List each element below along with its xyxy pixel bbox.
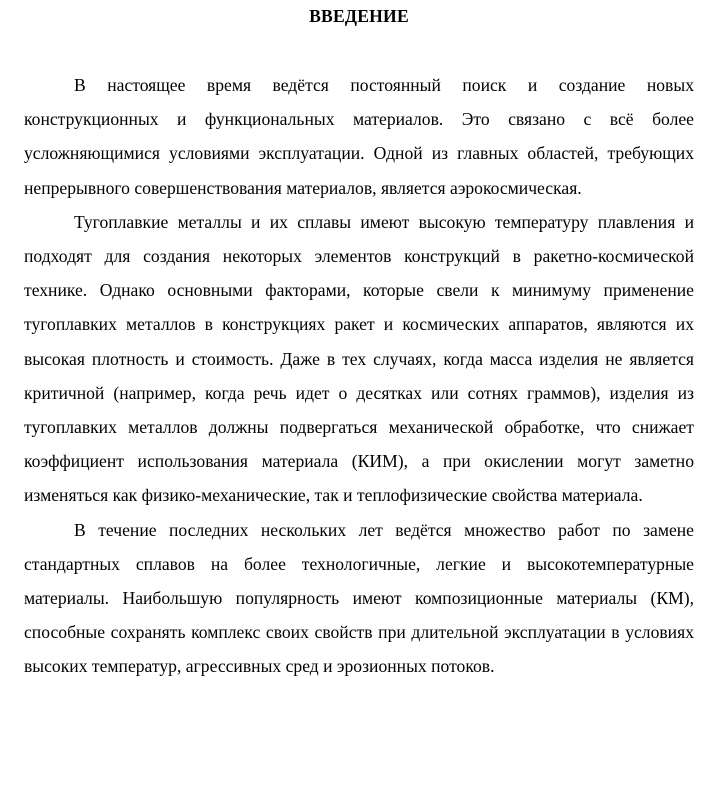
paragraph-composite-materials: В течение последних нескольких лет ведётся множество работ по замене стандартных сплавов на более технологичные, легкие и высокотемпературные материалы. Наибольшую популярность имеют композиционные материалы (КМ), способные сохранять комплекс своих свойств при длительной эксплуатации в условиях высоких температур, агрессивных сред и эрозионных потоков. [24,519,694,677]
document-page [24,0,694,684]
document-title: ВВЕДЕНИЕ [309,6,409,26]
paragraph-intro: В настоящее время ведётся постоянный поиск и создание новых конструкционных и функциональных материалов. Это связано с всё более усложняющимися условиями эксплуатации. Одной из главных областей, требующих непрерывного совершенствования материалов, является аэрокосмическая. [24,75,694,198]
paragraph-refractory-metals: Тугоплавкие металлы и их сплавы имеют высокую температуру плавления и подходят для создания некоторых элементов конструкций в ракетно-космической технике. Однако основными факторами, которые свели к минимуму применение тугоплавких металлов в конструкциях ракет и космических аппаратов, являются их высокая плотность и стоимость. Даже в тех случаях, когда масса изделия не является критичной (например, когда речь идет о десятках или сотнях граммов), изделия из тугоплавких металлов должны подвергаться механической обработке, что снижает коэффициент использования материала (КИМ), а при окислении могут заметно изменяться как физико-механические, так и теплофизические свойства материала. [24,211,694,506]
